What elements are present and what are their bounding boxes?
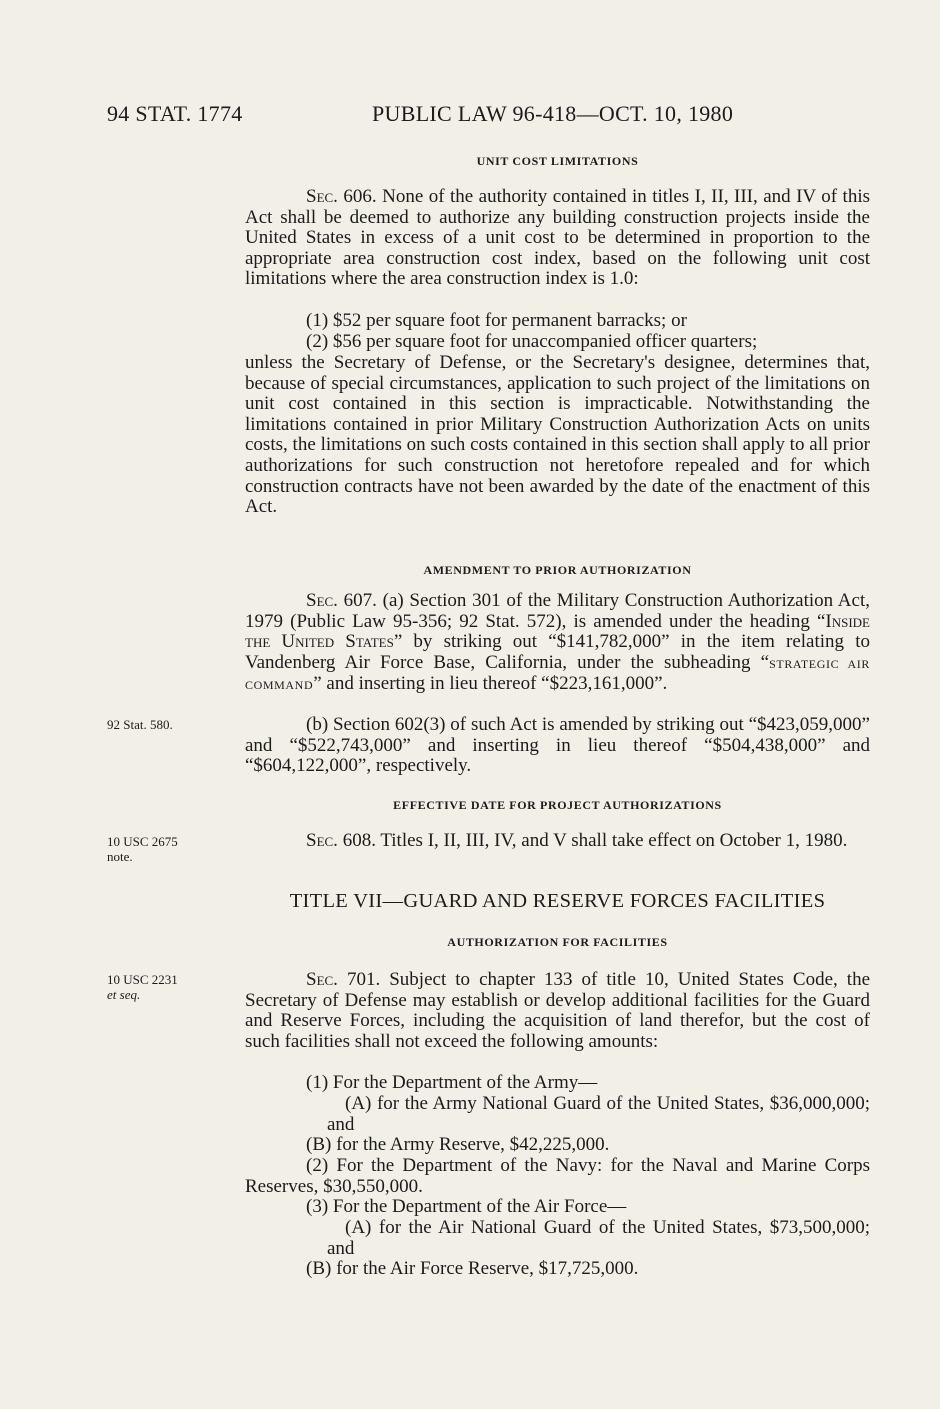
margin-note-10-usc-2231	[107, 972, 178, 1002]
margin-note-10-usc-2675	[107, 834, 178, 864]
section-701-item-army-b: (B) for the Army Reserve, $42,225,000.	[306, 1134, 610, 1155]
section-607-a-text-2: ” by striking out “$141,782,000” in the item relating to Vandenberg Air Force Base, California, under the subheading “	[245, 631, 870, 673]
section-701-item-army-a: (A) for the Army National Guard of the United States, $36,000,000; and	[327, 1093, 870, 1135]
margin-note-line: note.	[107, 849, 133, 864]
section-608-heading: EFFECTIVE DATE FOR PROJECT AUTHORIZATIONS	[393, 798, 722, 812]
title-vii-subheading: AUTHORIZATION FOR FACILITIES	[447, 935, 668, 949]
section-606-item-1: (1) $52 per square foot for permanent barracks; or	[306, 310, 687, 331]
section-608-body	[245, 831, 870, 852]
page-reference: 94 STAT. 1774	[107, 101, 243, 126]
section-701-item-air-force-b: (B) for the Air Force Reserve, $17,725,000.	[306, 1258, 639, 1279]
section-label: Sec.	[306, 969, 338, 990]
margin-note-line: 10 USC 2675	[107, 834, 178, 849]
law-reference: PUBLIC LAW 96-418—OCT. 10, 1980	[372, 101, 734, 126]
section-607-a-text-1: 607. (a) Section 301 of the Military Construction Authorization Act, 1979 (Public Law 95-356; 92 Stat. 572), is amended under the heading “	[245, 590, 870, 632]
section-606-item-2: (2) $56 per square foot for unaccompanied officer quarters;	[306, 331, 758, 352]
section-608-text: 608. Titles I, II, III, IV, and V shall take effect on October 1, 1980.	[337, 830, 848, 851]
section-label: Sec.	[306, 186, 338, 207]
section-607-a-text-3: ” and inserting in lieu thereof “$223,161,000”.	[313, 673, 668, 695]
margin-note-92-stat: 92 Stat. 580.	[107, 717, 173, 732]
section-607-a-heading: Inside the United States	[245, 610, 870, 653]
section-701-item-air-force: (3) For the Department of the Air Force—	[306, 1196, 627, 1217]
margin-note-line: 10 USC 2231	[107, 972, 178, 987]
section-606-text: 606. None of the authority contained in titles I, II, III, and IV of this Act shall be deemed to authorize any building construction projects inside the United States in excess of a unit cost to be determined in proportion to the appropriate area construction cost index, based on the following unit cost limitations where the area construction index is 1.0:	[245, 186, 870, 290]
section-701-body	[245, 970, 870, 1052]
section-606-body	[245, 187, 870, 290]
section-606-continuation: unless the Secretary of Defense, or the Secretary's designee, determines that, because of special circumstances, application to such project of the limitations on unit cost contained in this section is impracticable. Notwithstanding the limitations contained in prior Military Construction Authorization Acts on units costs, the limitations on such costs contained in this section shall apply to all prior authorizations for such construction not heretofore repealed and for which construction contracts have not been awarded by the date of the enactment of this Act.	[245, 352, 870, 518]
margin-note-line: et seq.	[107, 987, 141, 1002]
section-607-b: (b) Section 602(3) of such Act is amended by striking out “$423,059,000” and “$522,743,000” and inserting in lieu thereof “$504,438,000” and “$604,122,000”, respectively.	[245, 714, 870, 777]
section-607-a-subheading: STRATEGIC AIR COMMAND	[245, 656, 870, 693]
section-701-item-army: (1) For the Department of the Army—	[306, 1072, 598, 1093]
title-vii-heading: TITLE VII—GUARD AND RESERVE FORCES FACILITIES	[289, 890, 826, 912]
section-607-a	[245, 591, 870, 696]
section-701-item-navy: (2) For the Department of the Navy: for the Naval and Marine Corps Reserves, $30,550,000.	[245, 1155, 870, 1197]
section-701-text: 701. Subject to chapter 133 of title 10, United States Code, the Secretary of Defense may establish or develop additional facilities for the Guard and Reserve Forces, including the acquisition of land therefor, but the cost of such facilities shall not exceed the following amounts:	[245, 969, 870, 1052]
section-606-heading: UNIT COST LIMITATIONS	[476, 154, 639, 168]
section-701-item-air-force-a: (A) for the Air National Guard of the United States, $73,500,000; and	[327, 1217, 870, 1259]
section-label: Sec.	[306, 590, 338, 611]
section-label: Sec.	[306, 830, 338, 851]
section-607-heading: AMENDMENT TO PRIOR AUTHORIZATION	[423, 563, 692, 577]
